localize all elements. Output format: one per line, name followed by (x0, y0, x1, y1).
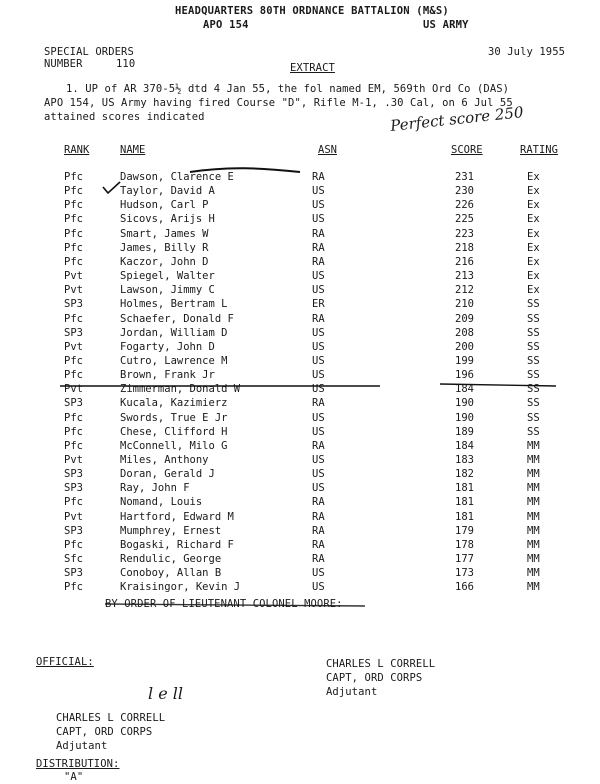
cell-rank: SP3 (64, 567, 83, 580)
cell-asn: RA (312, 397, 325, 410)
cell-asn: RA (312, 439, 325, 452)
cell-asn: RA (312, 312, 325, 325)
cell-asn: US (312, 340, 325, 353)
cell-score: 216 (455, 255, 474, 268)
cell-name: Dawson, Clarence E (120, 171, 234, 183)
cell-name: Smart, James W (120, 227, 209, 240)
cell-score: 208 (455, 326, 474, 339)
cell-rating: SS (527, 383, 540, 396)
cell-rank: Pfc (64, 354, 83, 367)
cell-rating: MM (527, 581, 540, 594)
cell-asn: RA (312, 241, 325, 254)
cell-rating: Ex (527, 270, 540, 283)
cell-rank: Pfc (64, 171, 83, 183)
cell-name: Rendulic, George (120, 553, 222, 566)
cell-score: 226 (455, 199, 474, 212)
cell-rank: Pvt (64, 383, 83, 396)
cell-score: 213 (455, 270, 474, 283)
cell-name: Schaefer, Donald F (120, 312, 234, 325)
cell-score: 173 (455, 567, 474, 580)
header-name: NAME (120, 144, 146, 156)
cell-score: 178 (455, 538, 474, 551)
cell-name: Taylor, David A (120, 185, 215, 198)
cell-name: Cutro, Lawrence M (120, 354, 228, 367)
cell-asn: US (312, 326, 325, 339)
cell-asn: RA (312, 171, 325, 183)
cell-rank: SP3 (64, 397, 83, 410)
cell-asn: US (312, 185, 325, 198)
paragraph-line-2: APO 154, US Army having fired Course "D", Rifle M-1, .30 Cal, on 6 Jul 55 (44, 97, 513, 109)
cell-score: 230 (455, 185, 474, 198)
signature-right-role: Adjutant (326, 686, 378, 698)
cell-name: Holmes, Bertram L (120, 298, 228, 311)
cell-score: 210 (455, 298, 474, 311)
official-name: CHARLES L CORRELL (56, 712, 166, 724)
cell-rank: Pfc (64, 241, 83, 254)
cell-rating: SS (527, 298, 540, 311)
cell-rating: SS (527, 354, 540, 367)
cell-rank: Pvt (64, 454, 83, 466)
order-number: 110 (116, 58, 136, 70)
cell-asn: US (312, 354, 325, 367)
cell-name: Zimmerman, Donald W (120, 383, 241, 396)
cell-name: McConnell, Milo G (120, 439, 228, 452)
cell-rating: MM (527, 524, 540, 537)
paragraph-line-1: 1. UP of AR 370-5½ dtd 4 Jan 55, the fol named EM, 569th Ord Co (DAS) (66, 83, 510, 95)
cell-rank: SP3 (64, 468, 83, 481)
extract-label: EXTRACT (290, 62, 335, 74)
cell-rating: Ex (527, 284, 540, 297)
cell-asn: RA (312, 553, 325, 566)
cell-asn: US (312, 425, 325, 438)
cell-score: 181 (455, 482, 474, 495)
cell-name: Bogaski, Richard F (120, 538, 234, 551)
cell-rank: Pfc (64, 581, 83, 594)
cell-score: 199 (455, 354, 474, 367)
cell-name: Conoboy, Allan B (120, 567, 222, 580)
official-role: Adjutant (56, 740, 108, 752)
checkmark-icon (103, 182, 120, 193)
header-asn: ASN (318, 144, 337, 156)
cell-score: 179 (455, 524, 474, 537)
cell-asn: US (312, 468, 325, 481)
cell-rank: SP3 (64, 524, 83, 537)
cell-name: Sicovs, Arijs H (120, 213, 215, 226)
cell-rank: Pvt (64, 270, 83, 283)
cell-name: Ray, John F (120, 482, 190, 495)
header-apo: APO 154 (203, 19, 249, 31)
cell-name: Nomand, Louis (120, 496, 203, 509)
cell-score: 181 (455, 510, 474, 523)
cell-rank: Pfc (64, 199, 83, 212)
cell-rank: Pfc (64, 227, 83, 240)
cell-rank: Pvt (64, 284, 83, 297)
cell-name: Swords, True E Jr (120, 411, 228, 424)
cell-rating: Ex (527, 255, 540, 268)
order-date: 30 July 1955 (488, 46, 566, 58)
cell-rank: Pfc (64, 312, 83, 325)
cell-asn: US (312, 213, 325, 226)
cell-name: Fogarty, John D (120, 340, 215, 353)
cell-rating: MM (527, 496, 540, 509)
cell-asn: US (312, 270, 325, 283)
signature-right-title: CAPT, ORD CORPS (326, 672, 423, 684)
cell-rating: MM (527, 553, 540, 566)
cell-rating: SS (527, 411, 540, 424)
cell-rating: MM (527, 538, 540, 551)
cell-rank: SP3 (64, 482, 83, 495)
cell-rank: SP3 (64, 298, 83, 311)
cell-score: 182 (455, 468, 474, 481)
cell-name: Hudson, Carl P (120, 199, 209, 212)
cell-score: 223 (455, 227, 474, 240)
header-pen-stroke (190, 168, 300, 172)
cell-name: Kaczor, John D (120, 255, 209, 268)
cell-rating: SS (527, 312, 540, 325)
cell-rating: MM (527, 454, 540, 466)
cell-rating: SS (527, 326, 540, 339)
cell-score: 200 (455, 340, 474, 353)
cell-rank: SP3 (64, 326, 83, 339)
strikethrough-score (440, 384, 556, 386)
cell-score: 177 (455, 553, 474, 566)
cell-rating: SS (527, 340, 540, 353)
cell-score: 209 (455, 312, 474, 325)
cell-rank: Pfc (64, 369, 83, 382)
official-label: OFFICIAL: (36, 656, 94, 668)
cell-rank: Sfc (64, 553, 83, 566)
cell-name: Kraisingor, Kevin J (120, 581, 241, 594)
cell-rating: SS (527, 369, 540, 382)
cell-asn: US (312, 383, 325, 396)
special-orders-label: SPECIAL ORDERS (44, 46, 134, 58)
cell-rating: SS (527, 425, 540, 438)
official-title: CAPT, ORD CORPS (56, 726, 153, 738)
cell-rating: MM (527, 567, 540, 580)
cell-asn: RA (312, 510, 325, 523)
cell-rating: Ex (527, 171, 540, 183)
cell-asn: RA (312, 255, 325, 268)
cell-rating: SS (527, 397, 540, 410)
cell-rank: Pfc (64, 439, 83, 452)
cell-score: 184 (455, 383, 474, 396)
cell-score: 225 (455, 213, 474, 226)
cell-rank: Pfc (64, 425, 83, 438)
cell-asn: US (312, 411, 325, 424)
cell-rank: Pvt (64, 340, 83, 353)
header-score: SCORE (451, 144, 483, 156)
cell-rating: Ex (527, 213, 540, 226)
cell-name: Hartford, Edward M (120, 510, 234, 523)
cell-score: 166 (455, 581, 474, 594)
cell-rank: Pfc (64, 538, 83, 551)
handwritten-note: Perfect score 250 (389, 103, 525, 135)
header-army: US ARMY (423, 19, 469, 31)
signature-right-name: CHARLES L CORRELL (326, 658, 436, 670)
cell-name: Jordan, William D (120, 326, 228, 339)
cell-score: 189 (455, 425, 474, 438)
cell-rank: Pvt (64, 510, 83, 523)
cell-rating: Ex (527, 227, 540, 240)
cell-name: Mumphrey, Ernest (120, 524, 222, 537)
cell-asn: US (312, 199, 325, 212)
cell-asn: US (312, 284, 325, 297)
cell-asn: US (312, 581, 325, 594)
number-label: NUMBER (44, 58, 83, 70)
cell-asn: RA (312, 496, 325, 509)
distribution-value: "A" (64, 771, 84, 783)
cell-asn: RA (312, 524, 325, 537)
cell-asn: RA (312, 538, 325, 551)
cell-name: James, Billy R (120, 241, 209, 254)
cell-rating: Ex (527, 185, 540, 198)
cell-rank: Pfc (64, 213, 83, 226)
distribution-label: DISTRIBUTION: (36, 758, 120, 770)
cell-rating: MM (527, 439, 540, 452)
cell-name: Brown, Frank Jr (120, 369, 215, 382)
cell-score: 218 (455, 241, 474, 254)
cell-name: Spiegel, Walter (120, 270, 215, 283)
cell-rank: Pfc (64, 255, 83, 268)
cell-name: Doran, Gerald J (120, 468, 215, 481)
cell-score: 196 (455, 369, 474, 382)
cell-name: Lawson, Jimmy C (120, 284, 215, 297)
cell-name: Kucala, Kazimierz (120, 397, 228, 410)
cell-asn: ER (312, 298, 325, 311)
cell-asn: US (312, 454, 325, 466)
by-order-line: BY ORDER OF LIEUTENANT COLONEL MOORE: (105, 598, 343, 610)
paragraph-line-3: attained scores indicated (44, 111, 205, 123)
cell-score: 181 (455, 496, 474, 509)
header-title: HEADQUARTERS 80TH ORDNANCE BATTALION (M&S) (175, 5, 449, 17)
cell-name: Chese, Clifford H (120, 425, 228, 438)
cell-name: Miles, Anthony (120, 454, 209, 466)
cell-rank: Pfc (64, 496, 83, 509)
header-rating: RATING (520, 144, 558, 156)
cell-rating: MM (527, 510, 540, 523)
official-initials: l e ll (148, 684, 183, 703)
cell-asn: US (312, 369, 325, 382)
cell-rank: Pfc (64, 411, 83, 424)
cell-asn: US (312, 567, 325, 580)
cell-score: 190 (455, 397, 474, 410)
cell-rating: MM (527, 482, 540, 495)
cell-asn: RA (312, 227, 325, 240)
cell-score: 212 (455, 284, 474, 297)
cell-asn: US (312, 482, 325, 495)
cell-rating: Ex (527, 199, 540, 212)
cell-rank: Pfc (64, 185, 83, 198)
header-rank: RANK (64, 144, 90, 156)
cell-score: 183 (455, 454, 474, 466)
cell-score: 190 (455, 411, 474, 424)
cell-score: 231 (455, 171, 474, 183)
cell-score: 184 (455, 439, 474, 452)
cell-rating: MM (527, 468, 540, 481)
cell-rating: Ex (527, 241, 540, 254)
